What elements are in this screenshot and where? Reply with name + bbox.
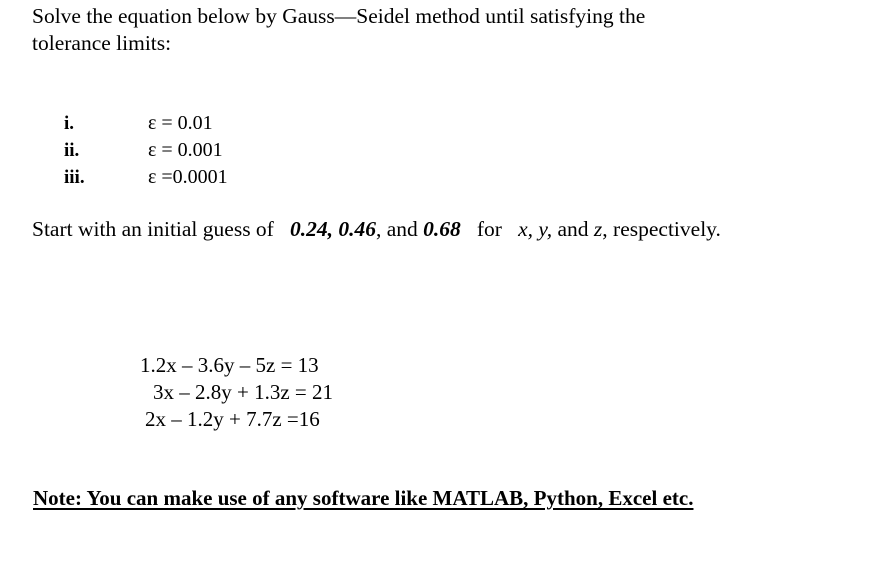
guess-and-1: , and — [375, 217, 418, 241]
intro-line-2: tolerance limits: — [32, 31, 172, 55]
equation-3: 2x – 1.2y + 7.7z =16 — [145, 407, 320, 431]
guess-variables-xy: x, y, — [518, 217, 553, 241]
guess-prefix: Start with an initial guess of — [32, 217, 274, 241]
guess-for: for — [476, 217, 502, 241]
guess-variable-z: z — [593, 217, 603, 241]
guess-value-z: 0.68 — [423, 217, 461, 241]
tolerance-value-3: ε =0.0001 — [148, 166, 228, 188]
equation-1: 1.2x – 3.6y – 5z = 13 — [140, 353, 319, 377]
software-note: Note: You can make use of any software like MATLAB, Python, Excel etc. — [33, 486, 694, 510]
guess-value-y: 0.46 — [338, 217, 376, 241]
guess-and-2: and — [557, 217, 589, 241]
guess-value-x: 0.24, — [289, 217, 333, 241]
tolerance-marker-3: iii. — [64, 167, 85, 188]
tolerance-marker-1: i. — [64, 113, 75, 134]
intro-line-1: Solve the equation below by Gauss—Seidel method until satisfying the — [32, 4, 646, 28]
guess-suffix: , respectively. — [602, 217, 721, 241]
tolerance-value-1: ε = 0.01 — [148, 112, 213, 134]
tolerance-marker-2: ii. — [64, 140, 80, 161]
tolerance-value-2: ε = 0.001 — [148, 139, 223, 161]
problem-intro — [32, 3, 645, 57]
initial-guess-sentence — [32, 217, 721, 242]
equation-2: 3x – 2.8y + 1.3z = 21 — [153, 380, 334, 404]
